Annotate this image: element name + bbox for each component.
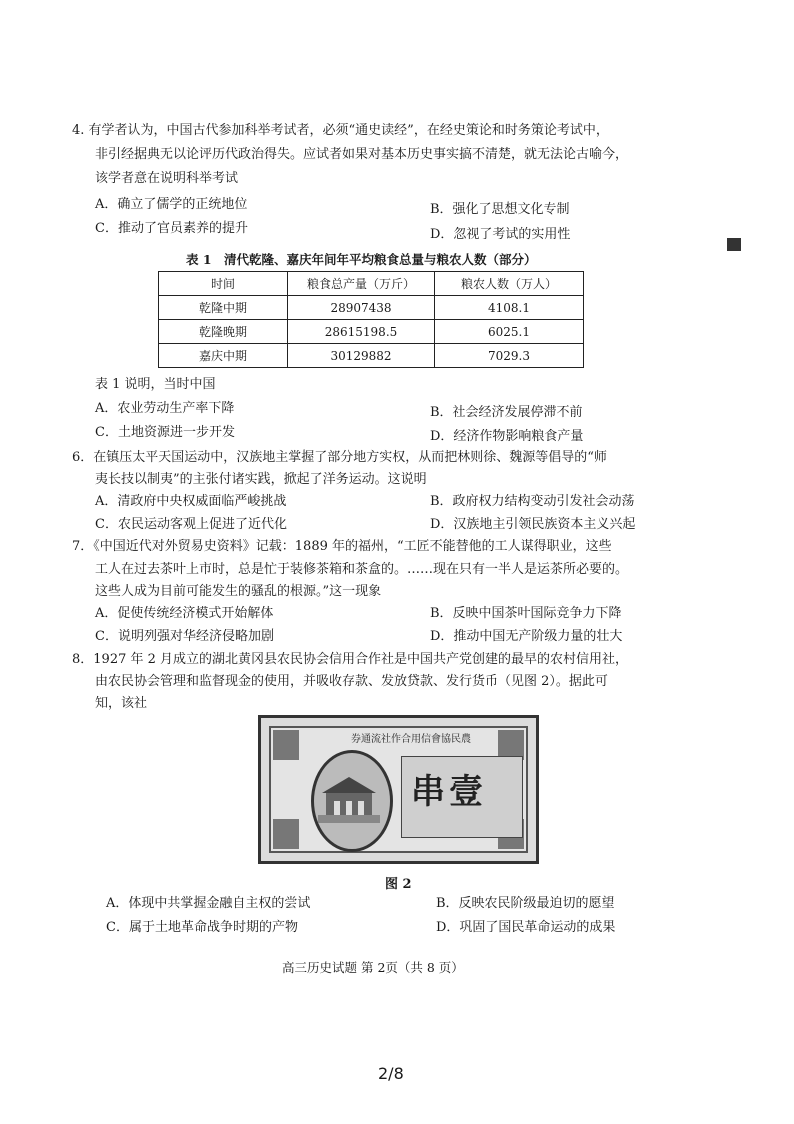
q5-option-a: A．农业劳动生产率下降 xyxy=(95,401,235,416)
table-header-cell: 粮食总产量（万斤） xyxy=(288,272,435,296)
q6-option-c: C．农民运动客观上促进了近代化 xyxy=(95,517,287,532)
q6-stem-line-2: 夷长技以制夷”的主张付诸实践，掀起了洋务运动。这说明 xyxy=(95,472,427,487)
q5-option-d: D．经济作物影响粮食产量 xyxy=(430,429,584,444)
q4-option-b: B．强化了思想文化专制 xyxy=(430,202,570,217)
q6-option-b: B．政府权力结构变动引发社会动荡 xyxy=(430,494,635,509)
q8-option-d: D．巩固了国民革命运动的成果 xyxy=(436,920,616,935)
table1 xyxy=(158,271,584,368)
q6-option-a: A．清政府中央权威面临严峻挑战 xyxy=(95,494,287,509)
table-cell: 嘉庆中期 xyxy=(159,344,288,368)
table-cell: 28615198.5 xyxy=(288,320,435,344)
building-icon xyxy=(314,753,384,843)
table-row xyxy=(159,296,584,320)
q7-option-d: D．推动中国无产阶级力量的壮大 xyxy=(430,629,623,644)
banknote-frame xyxy=(269,726,528,853)
q4-option-c: C．推动了官员素养的提升 xyxy=(95,221,248,236)
q7-stem-line-3: 这些人成为目前可能发生的骚乱的根源。”这一现象 xyxy=(95,584,382,599)
q8-stem-line-2: 由农民协会管理和监督现金的使用，并吸收存款、发放贷款、发行货币（见图 2）。据此可 xyxy=(95,674,608,689)
banknote-issuer-text: 券通流社作合用信會協民農 xyxy=(351,734,471,745)
q4-stem-line-3: 该学者意在说明科举考试 xyxy=(95,171,239,186)
table1-caption: 表 1 清代乾隆、嘉庆年间年平均粮食总量与粮农人数（部分） xyxy=(186,252,537,267)
q5-stem: 表 1 说明，当时中国 xyxy=(95,377,216,392)
banknote-denomination: 串壹 xyxy=(411,772,487,812)
figure2-banknote-image xyxy=(258,715,539,864)
q8-option-b: B．反映农民阶级最迫切的愿望 xyxy=(436,896,615,911)
table-cell: 4108.1 xyxy=(435,296,584,320)
banknote-building-vignette xyxy=(311,750,393,852)
q4-option-d: D．忽视了考试的实用性 xyxy=(430,227,571,242)
table-cell: 28907438 xyxy=(288,296,435,320)
table-header-cell: 时间 xyxy=(159,272,288,296)
table-cell: 6025.1 xyxy=(435,320,584,344)
q4-stem-line-2: 非引经据典无以论评历代政治得失。应试者如果对基本历史事实搞不清楚，就无法论古喻今， xyxy=(95,147,629,162)
q5-option-b: B．社会经济发展停滞不前 xyxy=(430,405,583,420)
table-header-row xyxy=(159,272,584,296)
banknote-corner-ornament xyxy=(273,819,299,849)
figure2-caption: 图 2 xyxy=(385,877,412,892)
page-footer: 高三历史试题 第 2页（共 8 页） xyxy=(282,960,464,975)
q7-stem-line-2: 工人在过去茶叶上市时，总是忙于装修茶箱和茶盒的。……现在只有一半人是运茶所必要的。 xyxy=(95,562,629,577)
q4-stem-line-1: 4. 有学者认为，中国古代参加科举考试者，必须“通史读经”，在经史策论和时务策论考试中， xyxy=(72,123,609,138)
q4-option-a: A．确立了儒学的正统地位 xyxy=(95,197,248,212)
q7-option-c: C．说明列强对华经济侵略加剧 xyxy=(95,629,274,644)
q5-option-c: C．土地资源进一步开发 xyxy=(95,425,235,440)
table-row xyxy=(159,320,584,344)
table-cell: 30129882 xyxy=(288,344,435,368)
page-number: 2/8 xyxy=(378,1064,404,1083)
q8-stem-line-1: 8．1927 年 2 月成立的湖北黄冈县农民协会信用合作社是中国共产党创建的最早的农村信用社， xyxy=(72,652,629,667)
q6-stem-line-1: 6．在镇压太平天国运动中，汉族地主掌握了部分地方实权，从而把林则徐、魏源等倡导的“师 xyxy=(72,450,607,465)
table-cell: 7029.3 xyxy=(435,344,584,368)
banknote-corner-ornament xyxy=(273,730,299,760)
q8-option-a: A．体现中共掌握金融自主权的尝试 xyxy=(106,896,311,911)
q8-stem-line-3: 知，该社 xyxy=(95,696,148,711)
table-cell: 乾隆中期 xyxy=(159,296,288,320)
margin-mark xyxy=(727,238,741,251)
q8-option-c: C．属于土地革命战争时期的产物 xyxy=(106,920,298,935)
q7-option-a: A．促使传统经济模式开始解体 xyxy=(95,606,274,621)
table-row xyxy=(159,344,584,368)
q7-stem-line-1: 7．《中国近代对外贸易史资料》记载：1889 年的福州，“工匠不能替他的工人谋得职业，这些 xyxy=(72,539,612,554)
table-cell: 乾隆晚期 xyxy=(159,320,288,344)
q7-option-b: B．反映中国茶叶国际竞争力下降 xyxy=(430,606,622,621)
q6-option-d: D．汉族地主引领民族资本主义兴起 xyxy=(430,517,636,532)
table-header-cell: 粮农人数（万人） xyxy=(435,272,584,296)
